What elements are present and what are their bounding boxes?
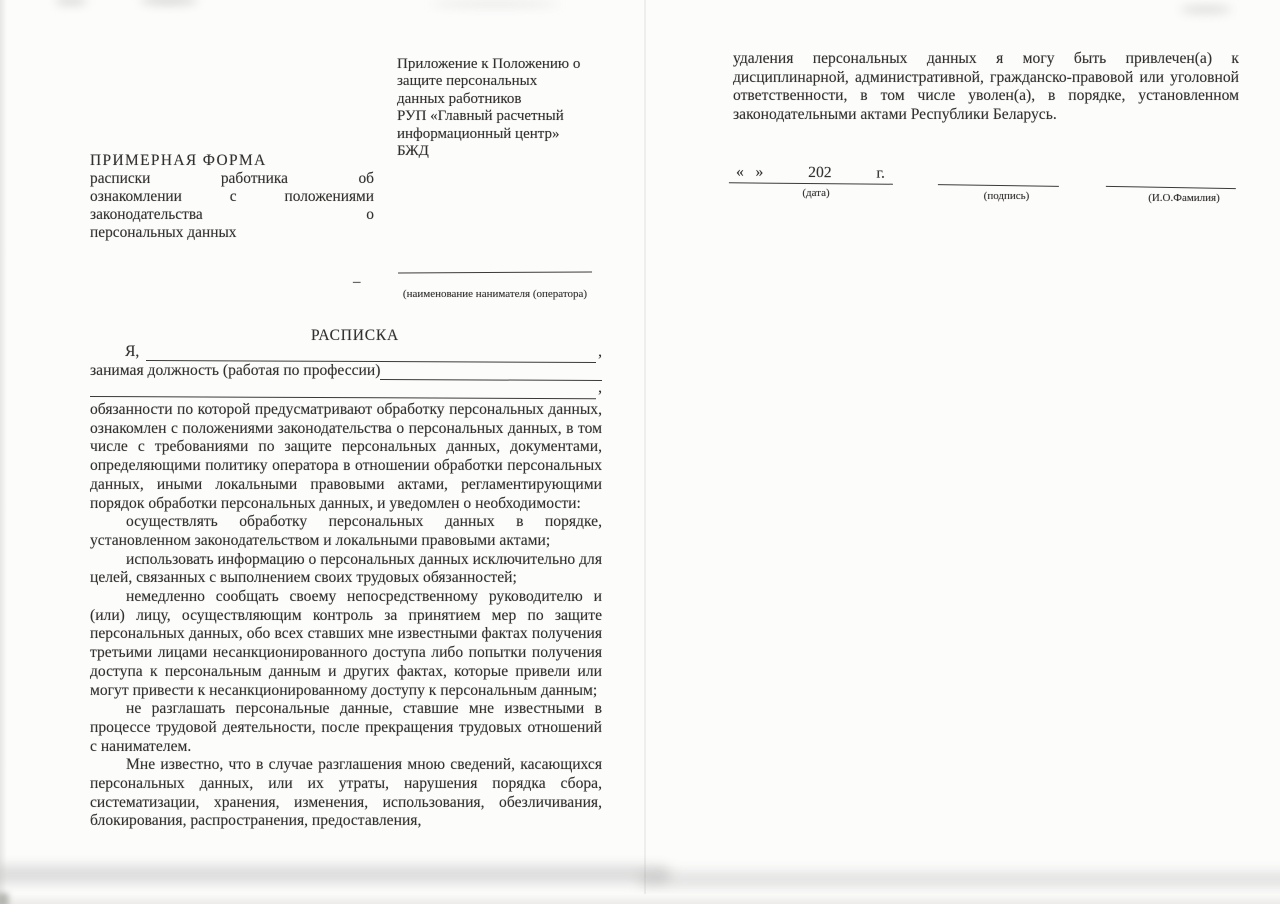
paragraph: удаления персональных данных я могу быть привлечен(а) к дисциплинарной, административной, гражданско-правовой или уголовной ответственности, в том числе уволен(а), в порядке, установленном законодательными актами Республики Беларусь. xyxy=(733,50,1239,124)
paragraph: Мне известно, что в случае разглашения мною сведений, касающихся персональных данных, или их утраты, нарушения порядка сбора, систематизации, хранения, изменения, использования, обезличивания, блокирования, распространения, предоставления, xyxy=(90,756,602,830)
photo-artifact xyxy=(1180,5,1232,14)
operator-name-caption: (наименование нанимателя (оператора) xyxy=(402,288,588,300)
receipt-title: РАСПИСКА xyxy=(310,327,400,344)
dash-mark: – xyxy=(353,274,361,290)
date-quotes: « » xyxy=(735,163,764,181)
position-blank-row-2 xyxy=(90,379,602,397)
photo-artifact xyxy=(55,0,87,5)
signature-caption: (подпись) xyxy=(983,190,1030,202)
position-blank-row xyxy=(90,361,602,380)
appendix-line: РУП «Главный расчетный xyxy=(397,108,564,125)
form-title-last-line: персональных данных xyxy=(90,224,237,241)
trailing-comma: , xyxy=(598,343,602,360)
photo-shadow-band xyxy=(0,866,670,883)
position-blank-continued xyxy=(90,378,596,399)
photo-artifact xyxy=(430,1,560,7)
photo-artifact xyxy=(0,893,9,904)
position-blank xyxy=(380,360,602,381)
form-title-line: законодательства о xyxy=(90,206,374,223)
paragraph: немедленно сообщать своему непосредственному руководителю и (или) лицу, осуществляющим контроль за принятием мер по защите персональных данных, обо всех ставших мне известными фактах получения третьими лицами несанкционированного доступа либо попытки получения доступа к персональным данным и других фактах, которые привели или могут привести к несанкционированному доступу к персональным данным; xyxy=(90,588,602,699)
signature-field xyxy=(938,170,1059,202)
photo-artifact xyxy=(140,0,198,5)
form-title-line: ознакомлении с положениями xyxy=(90,188,374,205)
signature-blank-line xyxy=(938,169,1059,187)
form-title-heading: ПРИМЕРНАЯ ФОРМА xyxy=(90,152,267,169)
ya-label: Я, xyxy=(125,343,140,360)
paragraph: не разглашать персональные данные, ставшие мне известными в процессе трудовой деятельности, после прекращения трудовых отношений с нанимателем. xyxy=(90,700,602,755)
photo-bottom-edge xyxy=(0,894,1280,904)
appendix-line: информационный центр» xyxy=(397,125,560,142)
date-year-suffix: г. xyxy=(876,164,886,182)
form-title-line: расписки работника об xyxy=(90,170,374,187)
date-field xyxy=(729,164,893,199)
name-caption: (И.О.Фамилия) xyxy=(1148,192,1220,204)
trailing-comma: , xyxy=(598,379,602,396)
position-label: занимая должность (работая по профессии) xyxy=(90,362,381,379)
appendix-line: Приложение к Положению о xyxy=(397,56,581,72)
name-blank-row xyxy=(90,342,602,361)
paragraph: обязанности по которой предусматривают обработку персональных данных, ознакомлен с положениями законодательства о персональных данных, в том числе с требованиями по защите персональных данных, документами, определяющими политику оператора в отношении обработки персональных данных, иными локальными правовыми актами, регламентирующими порядок обработки персональных данных, и уведомлен о необходимости: xyxy=(90,401,602,512)
form-title-justified-lines xyxy=(90,170,374,224)
operator-name-blank xyxy=(398,257,592,273)
name-blank-line xyxy=(1106,170,1236,189)
paragraph: использовать информацию о персональных данных исключительно для целей, связанных с выполнением своих трудовых обязанностей; xyxy=(90,550,602,587)
date-blank-line xyxy=(729,163,893,184)
paragraph: осуществлять обработку персональных данных в порядке, установленном законодательством и локальными правовыми актами; xyxy=(90,513,602,549)
photo-shadow-band xyxy=(640,872,1280,887)
form-title xyxy=(90,152,374,242)
photo-left-edge xyxy=(0,0,7,904)
date-caption: (дата) xyxy=(802,187,830,199)
appendix-note xyxy=(397,56,615,160)
page-fold xyxy=(644,0,646,904)
name-field xyxy=(1106,171,1236,204)
appendix-line: данных работников xyxy=(397,90,522,107)
appendix-line: защите персональных xyxy=(397,73,538,90)
date-year: 202 xyxy=(808,163,832,182)
left-body-text xyxy=(90,401,602,831)
appendix-line: БЖД xyxy=(397,143,429,160)
